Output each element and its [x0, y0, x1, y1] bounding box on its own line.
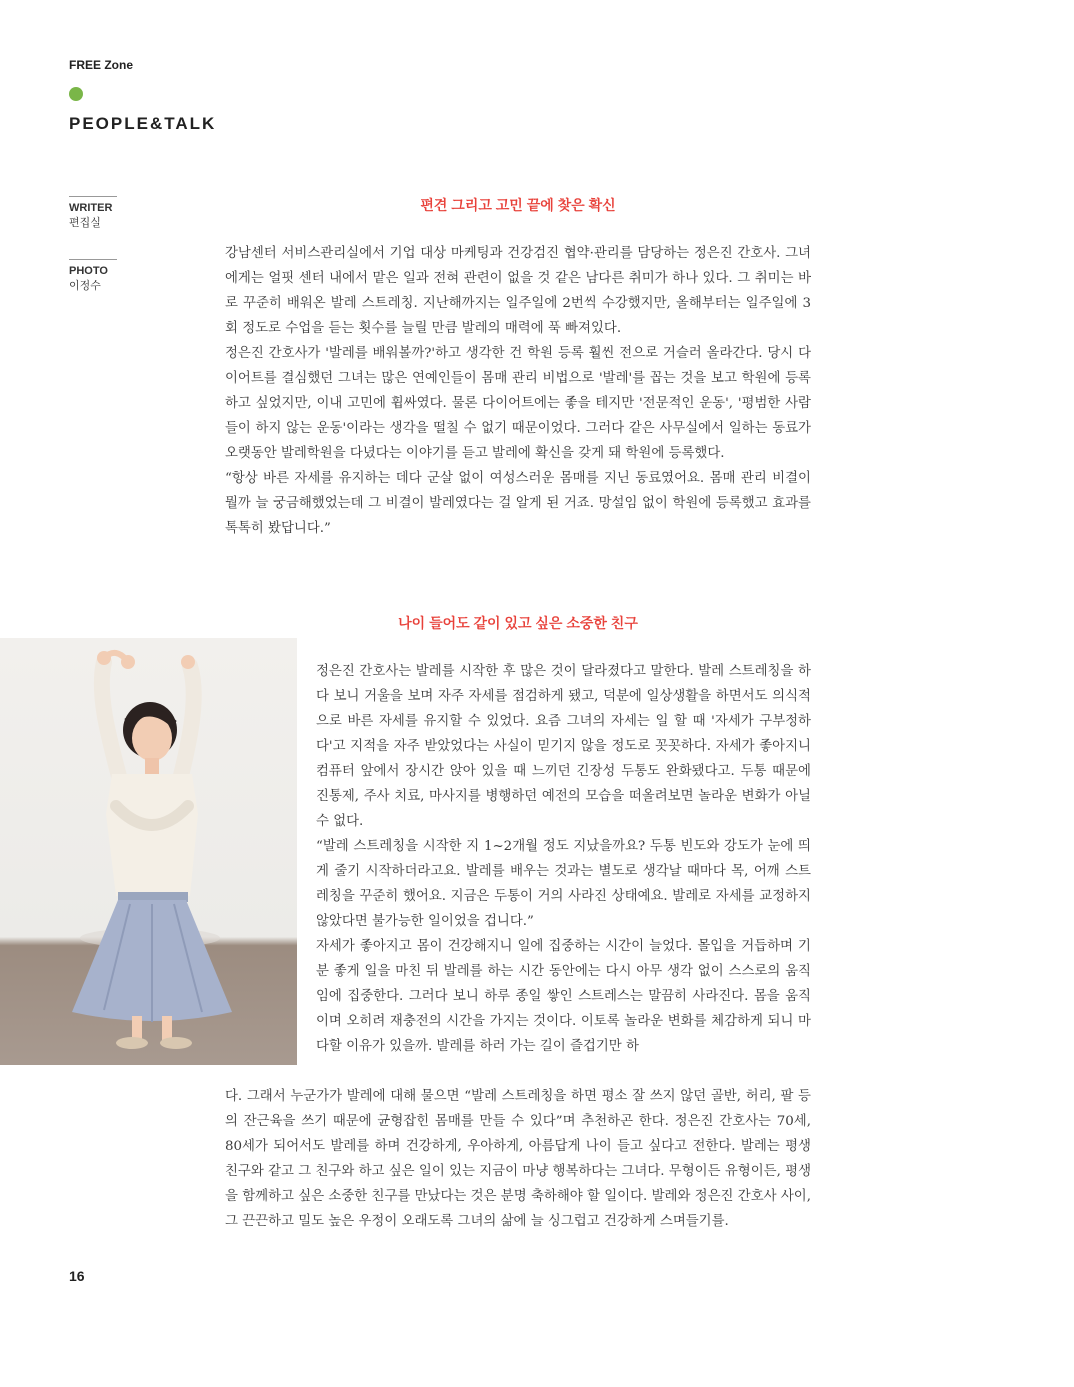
- writer-credit: [69, 196, 117, 231]
- section-heading-2: 나이 들어도 같이 있고 싶은 소중한 친구: [398, 615, 638, 631]
- credit-rule: [69, 259, 117, 260]
- article-block-2: [316, 659, 811, 1059]
- paragraph: 정은진 간호사는 발레를 시작한 후 많은 것이 달라졌다고 말한다. 발레 스트레칭을 하다 보니 거울을 보며 자주 자세를 점검하게 됐고, 덕분에 일상생활을 하면서도 의식적으로 바른 자세를 유지할 수 있었다. 요즘 그녀의 자세는 일 할 때 '자세가 구부정하다'고 지적을 자주 받았었다는 사실이 믿기지 않을 정도로 꼿꼿하다. 자세가 좋아지니 컴퓨터 앞에서 장시간 앉아 있을 때 느끼던 긴장성 두통도 완화됐다고. 두통 때문에 진통제, 주사 치료, 마사지를 병행하던 예전의 모습을 떠올려보면 놀라운 변화가 아닐 수 없다.: [316, 664, 811, 829]
- green-dot-marker: [69, 87, 83, 101]
- photo-label: PHOTO: [69, 265, 108, 277]
- paragraph: “발레 스트레칭을 시작한 지 1~2개월 정도 지났을까요? 두통 빈도와 강도가 눈에 띄게 줄기 시작하더라고요. 발레를 배우는 것과는 별도로 생각날 때마다 목, 어깨 스트레칭을 꾸준히 했어요. 지금은 두통이 거의 사라진 상태예요. 발레로 자세를 교정하지 않았다면 불가능한 일이었을 겁니다.”: [316, 839, 811, 929]
- writer-name: 편집실: [69, 217, 101, 229]
- paragraph: 자세가 좋아지고 몸이 건강해지니 일에 집중하는 시간이 늘었다. 몰입을 거듭하며 기분 좋게 일을 마친 뒤 발레를 하는 시간 동안에는 다시 아무 생각 없이 스스로의 움직임에 집중한다. 그러다 보니 하루 종일 쌓인 스트레스는 말끔히 사라진다. 몸을 움직이며 오히려 재충전의 시간을 가지는 것이다. 이토록 놀라운 변화를 체감하게 되니 마다할 이유가 있을까. 발레를 하러 가는 길이 즐겁기만 하: [316, 939, 811, 1054]
- paragraph: 강남센터 서비스관리실에서 기업 대상 마케팅과 건강검진 협약·관리를 담당하는 정은진 간호사. 그녀에게는 얼핏 센터 내에서 맡은 일과 전혀 관련이 없을 것 같은 남다른 취미가 하나 있다. 그 취미는 바로 꾸준히 배워온 발레 스트레칭. 지난해까지는 일주일에 2번씩 수강했지만, 올해부터는 일주일에 3회 정도로 수업을 듣는 횟수를 늘릴 만큼 발레의 매력에 푹 빠져있다.: [225, 246, 811, 336]
- paragraph: “항상 바른 자세를 유지하는 데다 군살 없이 여성스러운 몸매를 지닌 동료였어요. 몸매 관리 비결이 뭘까 늘 궁금해했었는데 그 비결이 발레였다는 걸 알게 된 거죠. 망설임 없이 학원에 등록했고 효과를 톡톡히 봤답니다.”: [225, 471, 811, 536]
- ballet-dancer-photo: [0, 638, 297, 1065]
- credit-rule: [69, 196, 117, 197]
- paragraph: 정은진 간호사가 '발레를 배워볼까?'하고 생각한 건 학원 등록 훨씬 전으로 거슬러 올라간다. 당시 다이어트를 결심했던 그녀는 많은 연예인들이 몸매 관리 비법으로 '발레'를 꼽는 것을 보고 학원에 등록하고 싶었지만, 이내 고민에 휩싸였다. 물론 다이어트에는 좋을 테지만 '전문적인 운동', '평범한 사람들이 하지 않는 운동'이라는 생각을 떨칠 수 없기 때문이었다. 그러다 같은 사무실에서 일하는 동료가 오랫동안 발레학원을 다녔다는 이야기를 듣고 발레에 확신을 갖게 돼 학원에 등록했다.: [225, 346, 811, 461]
- article-block-3: [225, 1084, 811, 1234]
- paragraph: 다. 그래서 누군가가 발레에 대해 물으면 “발레 스트레칭을 하면 평소 잘 쓰지 않던 골반, 허리, 팔 등의 잔근육을 쓰기 때문에 균형잡힌 몸매를 만들 수 있다”며 추천하곤 한다. 정은진 간호사는 70세, 80세가 되어서도 발레를 하며 건강하게, 우아하게, 아름답게 나이 들고 싶다고 전한다. 발레는 평생 친구와 같고 그 친구와 하고 싶은 일이 있는 지금이 마냥 행복하다는 그녀다. 무형이든 유형이든, 평생을 함께하고 싶은 소중한 친구를 만났다는 것은 분명 축하해야 할 일이다. 발레와 정은진 간호사 사이, 그 끈끈하고 밀도 높은 우정이 오래도록 그녀의 삶에 늘 싱그럽고 건강하게 스며들기를.: [225, 1089, 811, 1229]
- writer-label: WRITER: [69, 202, 113, 214]
- photo-credit: [69, 259, 117, 294]
- page-heading: PEOPLE&TALK: [69, 114, 217, 133]
- article-block-1: [225, 241, 811, 541]
- section-heading-1: 편견 그리고 고민 끝에 찾은 확신: [420, 197, 616, 213]
- dancer-illustration: [0, 638, 297, 1065]
- page-number: 16: [69, 1268, 85, 1284]
- photo-name: 이정수: [69, 280, 101, 292]
- section-label: FREE Zone: [69, 58, 134, 72]
